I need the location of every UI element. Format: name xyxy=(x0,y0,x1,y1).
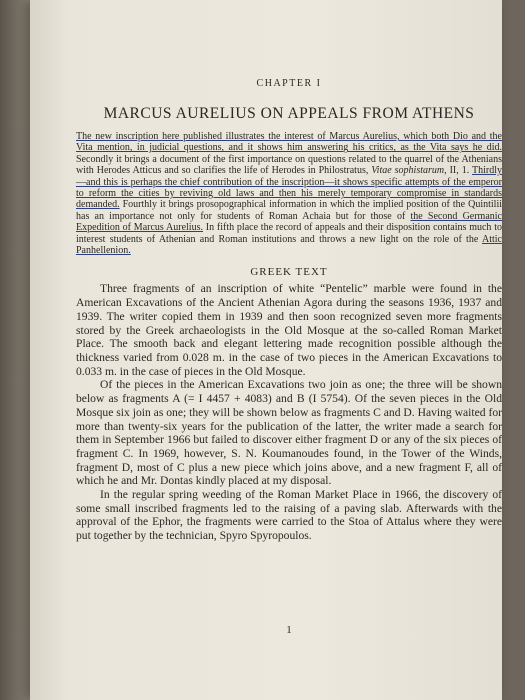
intro-sentence-5-underlined: Attic Panhellenion. xyxy=(76,233,502,257)
chapter-title: MARCUS AURELIUS ON APPEALS FROM ATHENS xyxy=(103,105,475,122)
intro-sentence-1: The new inscription here published illustrates the interest of Marcus Aurelius, which both Dio and the Vita mention, in judicial questions, and it shows him answering his critics, as the Vita says he did. xyxy=(76,131,502,154)
page-content xyxy=(76,78,502,636)
book-spine-edge xyxy=(0,0,30,700)
intro-sentence-2: Secondly it brings a document of the first importance on questions related to the quarrel of the Athenians with Herodes Atticus and so clarifies the life of Herodes in Philostratus, xyxy=(76,153,502,177)
intro-sentence-4: Fourthly it brings prosopographical information in which the implied position of the Quintilii has an importance not only for students of Roman Achaia but for those of xyxy=(76,199,502,222)
book-page xyxy=(30,0,502,700)
body-paragraph: Of the pieces in the American Excavations two join as one; the three will be shown below as fragments A (= I 4457 + 4083) and B (I 5754). Of the seven pieces in the Old Mosque six join as one; they will be shown below as fragments C and D. Having waited for more than twenty-six years for the publication of the latter, the writer made a search for them in September 1966 but failed to discover either fragment D or any of the six pieces of fragment C. In 1969, however, S. N. Koumanoudes found, in the Tower of the Winds, fragment D, most of C plus a new piece which joins above, and a new fragment F, all of which he and Mr. Dontas kindly placed at my disposal. xyxy=(76,378,502,488)
intro-sentence-5: In fifth place the record of appeals and their disposition contains much to interest students of Athenian and Roman institutions and throws a new light on the role of the xyxy=(76,222,502,245)
body-paragraph: In the regular spring weeding of the Roman Market Place in 1966, the discovery of some small inscribed fragments led to the raising of a paving slab. Afterwards with the approval of the Ephor, the fragments were carried to the Stoa of Attalus where they were put together by the technician, Spyro Spyropoulos. xyxy=(76,488,502,543)
intro-citation-end: II, 1. xyxy=(446,165,472,177)
intro-sentence-3: Thirdly—and this is perhaps the chief contribution of the inscription—it shows specific attempts of the emperor to reform the cities by reviving old laws and then his merely temporary compromise in standards demanded. xyxy=(76,165,502,211)
body-paragraph: Three fragments of an inscription of white “Pentelic” marble were found in the American Excavations of the Ancient Athenian Agora during the seasons 1936, 1937 and 1939. The writer copied them in 1939 and then soon recognized seven more fragments stored by the Greek archaeologists in the Old Mosque at the so-called Roman Market Place. The smooth back and elegant lettering made recognition possible although the thickness varied from 0.028 m. in the case of two pieces in the American Excavations to 0.033 m. in the case of pieces in the Old Mosque. xyxy=(76,282,502,378)
page-number: 1 xyxy=(286,624,292,636)
chapter-label: CHAPTER I xyxy=(256,78,322,89)
body-text xyxy=(76,282,502,542)
intro-citation: Vitae sophistarum, xyxy=(371,165,447,177)
intro-sentence-4-underlined: the Second Germanic Expedition of Marcus Aurelius. xyxy=(76,210,502,234)
intro-paragraph xyxy=(76,131,502,256)
section-heading: GREEK TEXT xyxy=(250,266,328,279)
